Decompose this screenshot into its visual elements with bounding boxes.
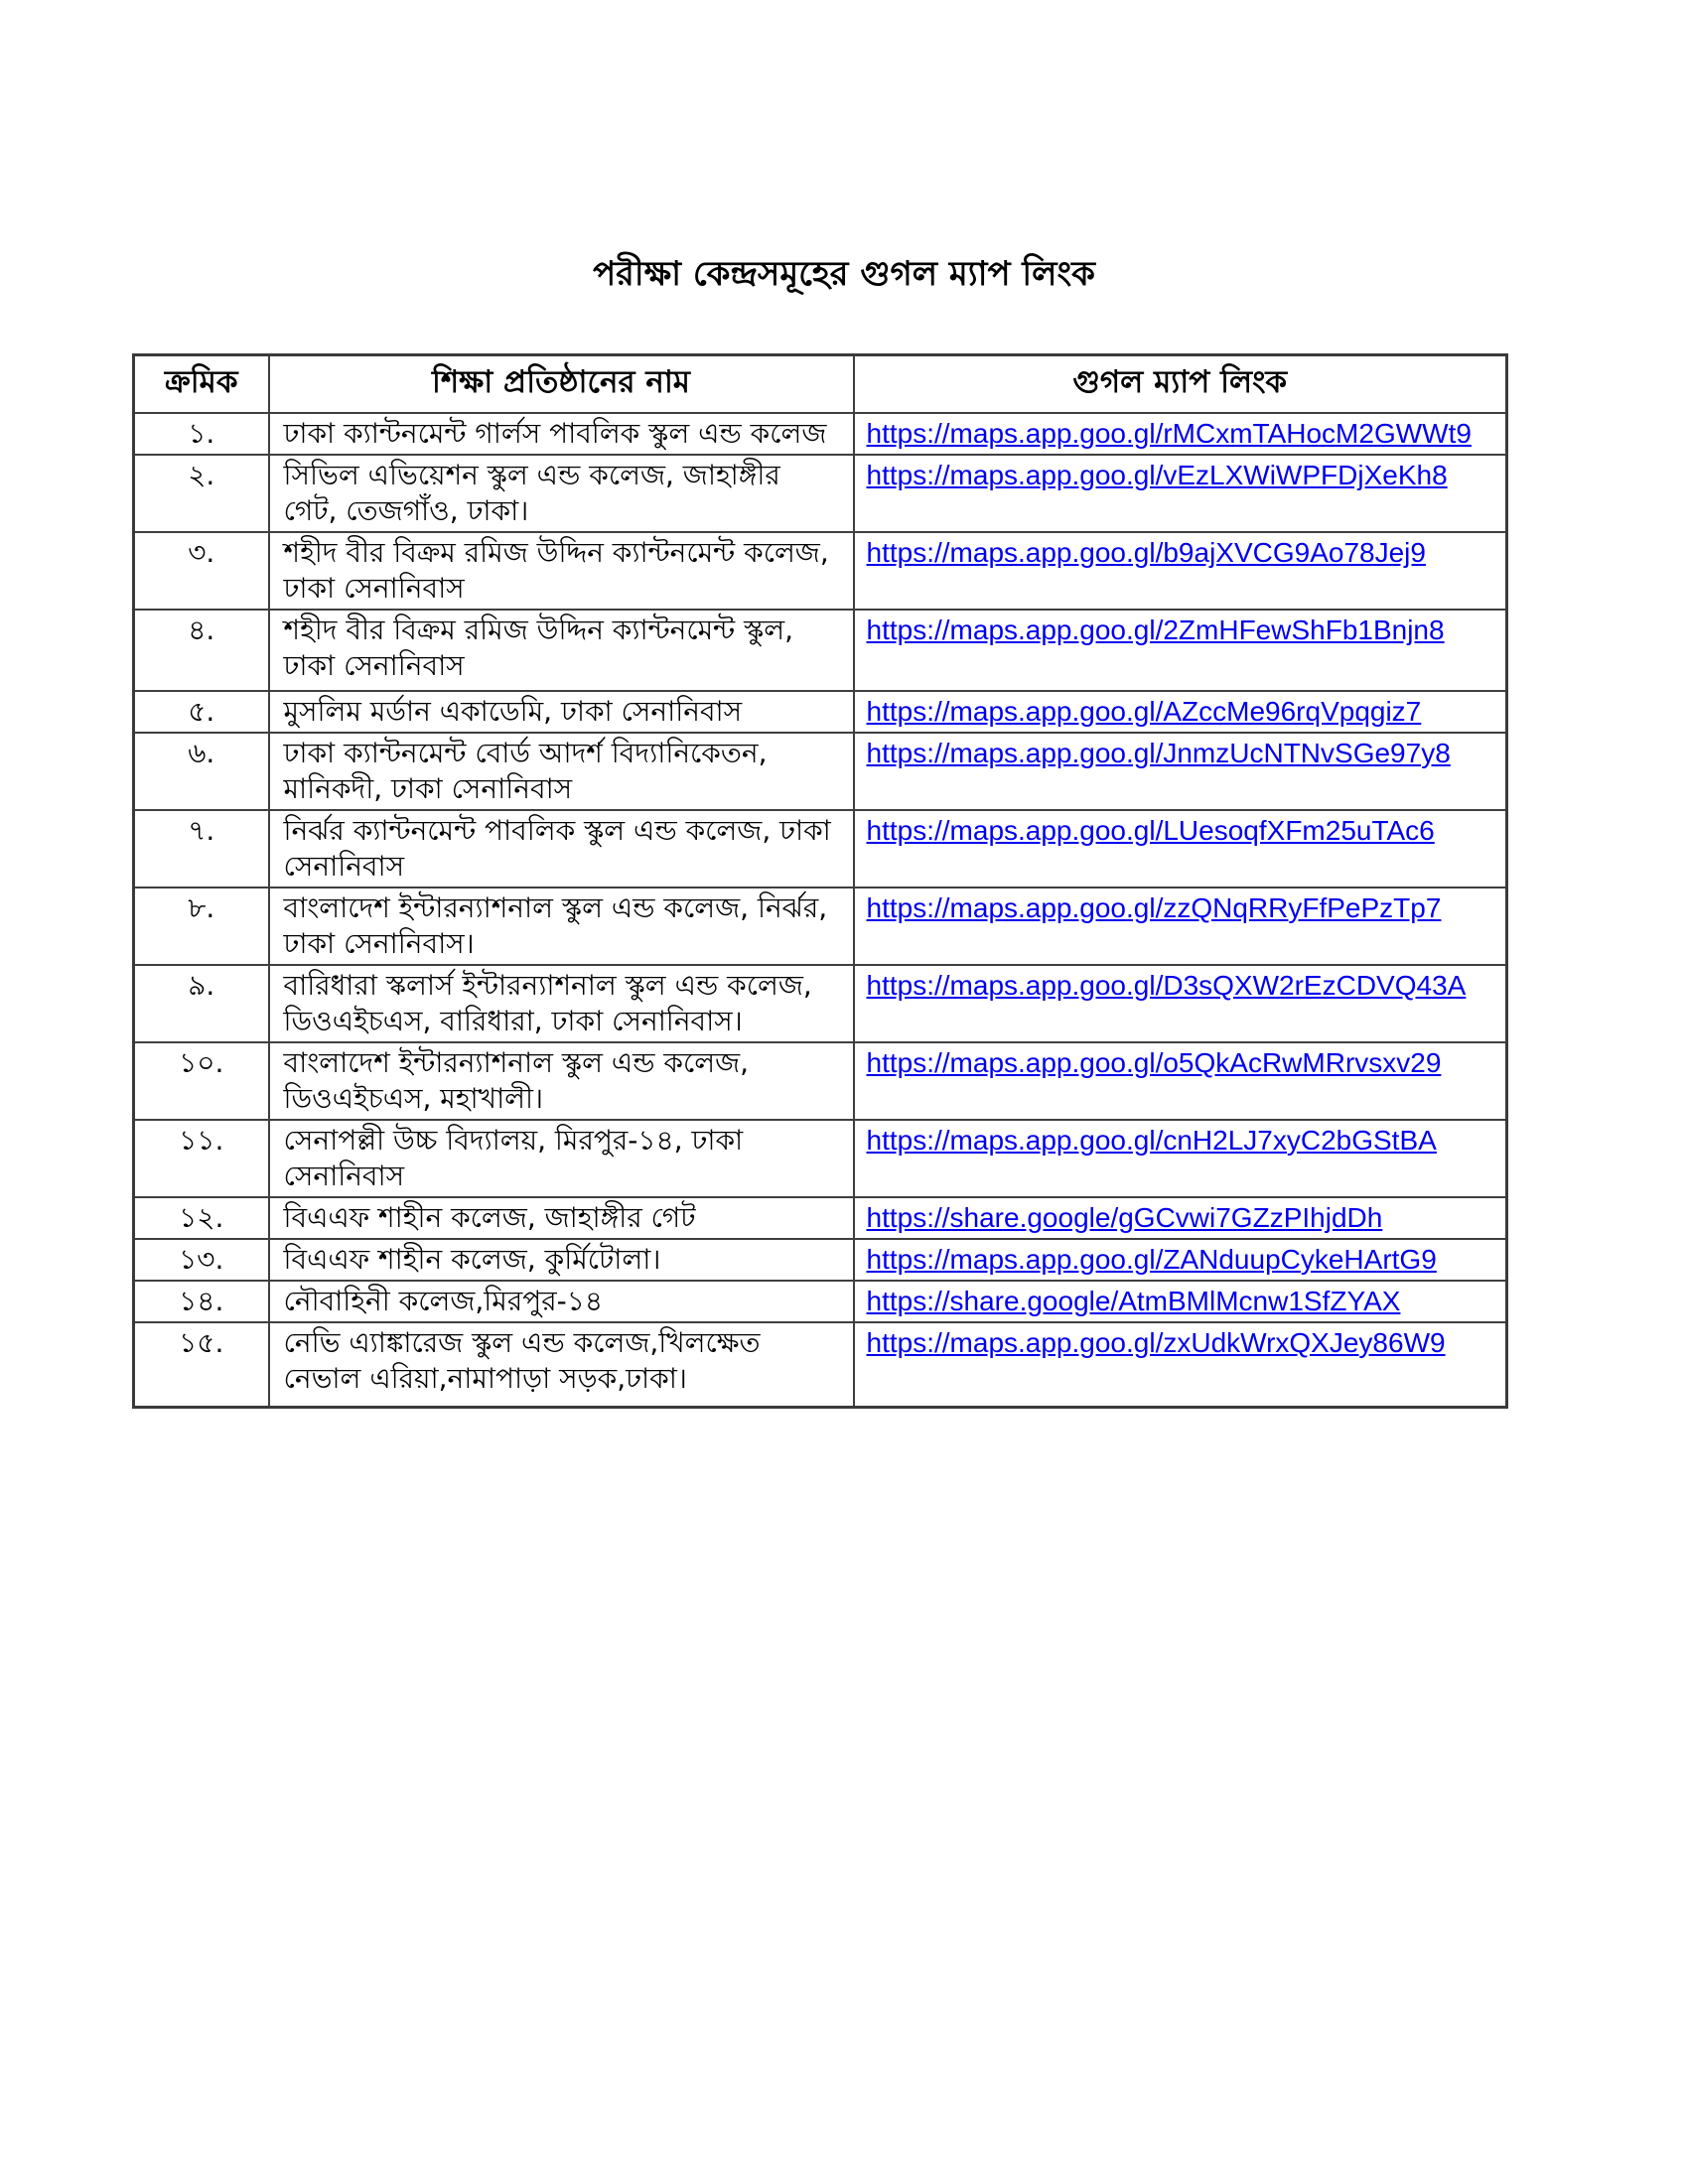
- table-row: [134, 965, 1507, 1042]
- exam-centers-table: [132, 353, 1508, 1409]
- table-row: [134, 532, 1507, 610]
- map-link-cell: [854, 691, 1507, 733]
- institution-name-cell: শহীদ বীর বিক্রম রমিজ উদ্দিন ক্যান্টনমেন্ট কলেজ, ঢাকা সেনানিবাস: [269, 532, 854, 610]
- institution-name-cell: নেভি এ্যাঙ্কারেজ স্কুল এন্ড কলেজ,খিলক্ষেত নেভাল এরিয়া,নামাপাড়া সড়ক,ঢাকা।: [269, 1322, 854, 1408]
- serial-cell: ৬.: [134, 733, 269, 810]
- map-link[interactable]: https://maps.app.goo.gl/rMCxmTAHocM2GWWt9: [866, 417, 1472, 449]
- map-link[interactable]: https://maps.app.goo.gl/vEzLXWiWPFDjXeKh8: [866, 459, 1448, 490]
- map-link-cell: [854, 1120, 1507, 1197]
- institution-name-cell: নৌবাহিনী কলেজ,মিরপুর-১৪: [269, 1281, 854, 1322]
- map-link[interactable]: https://maps.app.goo.gl/ZANduupCykeHArtG9: [866, 1243, 1437, 1275]
- map-link-cell: [854, 1239, 1507, 1281]
- table-row: [134, 610, 1507, 691]
- serial-cell: ১০.: [134, 1042, 269, 1120]
- serial-cell: ১৫.: [134, 1322, 269, 1408]
- map-link-cell: [854, 413, 1507, 455]
- serial-cell: ৭.: [134, 810, 269, 887]
- institution-name-cell: ঢাকা ক্যান্টনমেন্ট গার্লস পাবলিক স্কুল এন্ড কলেজ: [269, 413, 854, 455]
- table-row: [134, 1120, 1507, 1197]
- map-link-cell: [854, 1197, 1507, 1239]
- map-link[interactable]: https://maps.app.goo.gl/zzQNqRRyFfPePzTp7: [866, 891, 1442, 923]
- map-link-cell: [854, 532, 1507, 610]
- map-link-cell: [854, 1042, 1507, 1120]
- page-title: পরীক্ষা কেন্দ্রসমূহের গুগল ম্যাপ লিংক: [593, 254, 1095, 294]
- table-row: [134, 1042, 1507, 1120]
- header-serial: ক্রমিক: [134, 355, 269, 413]
- map-link-cell: [854, 1322, 1507, 1408]
- serial-cell: ৫.: [134, 691, 269, 733]
- map-link-cell: [854, 733, 1507, 810]
- institution-name-cell: বাংলাদেশ ইন্টারন্যাশনাল স্কুল এন্ড কলেজ, নির্ঝর, ঢাকা সেনানিবাস।: [269, 887, 854, 965]
- serial-cell: ৮.: [134, 887, 269, 965]
- institution-name-cell: বাংলাদেশ ইন্টারন্যাশনাল স্কুল এন্ড কলেজ, ডিওএইচএস, মহাখালী।: [269, 1042, 854, 1120]
- serial-cell: ১৩.: [134, 1239, 269, 1281]
- table-row: [134, 691, 1507, 733]
- serial-cell: ২.: [134, 455, 269, 532]
- map-link[interactable]: https://share.google/AtmBMlMcnw1SfZYAX: [866, 1285, 1401, 1316]
- map-link[interactable]: https://share.google/gGCvwi7GZzPIhjdDh: [866, 1201, 1383, 1233]
- serial-cell: ৯.: [134, 965, 269, 1042]
- table-row: [134, 1197, 1507, 1239]
- table-row: [134, 455, 1507, 532]
- map-link[interactable]: https://maps.app.goo.gl/D3sQXW2rEzCDVQ43A: [866, 969, 1467, 1001]
- serial-cell: ১২.: [134, 1197, 269, 1239]
- institution-name-cell: শহীদ বীর বিক্রম রমিজ উদ্দিন ক্যান্টনমেন্ট স্কুল, ঢাকা সেনানিবাস: [269, 610, 854, 691]
- map-link[interactable]: https://maps.app.goo.gl/JnmzUcNTNvSGe97y8: [866, 737, 1451, 768]
- institution-name-cell: বিএএফ শাহীন কলেজ, জাহাঙ্গীর গেট: [269, 1197, 854, 1239]
- serial-cell: ১৪.: [134, 1281, 269, 1322]
- map-link[interactable]: https://maps.app.goo.gl/b9ajXVCG9Ao78Jej9: [866, 536, 1426, 568]
- map-link[interactable]: https://maps.app.goo.gl/o5QkAcRwMRrvsxv29: [866, 1046, 1442, 1078]
- table-header-row: [134, 355, 1507, 413]
- table-row: [134, 810, 1507, 887]
- table-row: [134, 887, 1507, 965]
- institution-name-cell: ঢাকা ক্যান্টনমেন্ট বোর্ড আদর্শ বিদ্যানিকেতন, মানিকদী, ঢাকা সেনানিবাস: [269, 733, 854, 810]
- map-link[interactable]: https://maps.app.goo.gl/zxUdkWrxQXJey86W9: [866, 1326, 1446, 1358]
- table-row: [134, 733, 1507, 810]
- map-link-cell: [854, 1281, 1507, 1322]
- serial-cell: ১.: [134, 413, 269, 455]
- institution-name-cell: বিএএফ শাহীন কলেজ, কুর্মিটোলা।: [269, 1239, 854, 1281]
- map-link-cell: [854, 887, 1507, 965]
- institution-name-cell: নির্ঝর ক্যান্টনমেন্ট পাবলিক স্কুল এন্ড কলেজ, ঢাকা সেনানিবাস: [269, 810, 854, 887]
- map-link-cell: [854, 610, 1507, 691]
- header-map-link: গুগল ম্যাপ লিংক: [854, 355, 1507, 413]
- map-link[interactable]: https://maps.app.goo.gl/cnH2LJ7xyC2bGStBA: [866, 1124, 1437, 1156]
- map-link[interactable]: https://maps.app.goo.gl/2ZmHFewShFb1Bnjn8: [866, 614, 1445, 645]
- map-link-cell: [854, 455, 1507, 532]
- table-row: [134, 1322, 1507, 1408]
- map-link[interactable]: https://maps.app.goo.gl/LUesoqfXFm25uTAc6: [866, 814, 1435, 846]
- map-link[interactable]: https://maps.app.goo.gl/AZccMe96rqVpqgiz7: [866, 695, 1422, 727]
- serial-cell: ৪.: [134, 610, 269, 691]
- table-row: [134, 413, 1507, 455]
- map-link-cell: [854, 965, 1507, 1042]
- institution-name-cell: সেনাপল্লী উচ্চ বিদ্যালয়, মিরপুর-১৪, ঢাকা সেনানিবাস: [269, 1120, 854, 1197]
- serial-cell: ১১.: [134, 1120, 269, 1197]
- header-institution-name: শিক্ষা প্রতিষ্ঠানের নাম: [269, 355, 854, 413]
- institution-name-cell: সিভিল এভিয়েশন স্কুল এন্ড কলেজ, জাহাঙ্গীর গেট, তেজগাঁও, ঢাকা।: [269, 455, 854, 532]
- table-row: [134, 1239, 1507, 1281]
- institution-name-cell: বারিধারা স্কলার্স ইন্টারন্যাশনাল স্কুল এন্ড কলেজ, ডিওএইচএস, বারিধারা, ঢাকা সেনানিবাস।: [269, 965, 854, 1042]
- serial-cell: ৩.: [134, 532, 269, 610]
- institution-name-cell: মুসলিম মর্ডান একাডেমি, ঢাকা সেনানিবাস: [269, 691, 854, 733]
- table-row: [134, 1281, 1507, 1322]
- map-link-cell: [854, 810, 1507, 887]
